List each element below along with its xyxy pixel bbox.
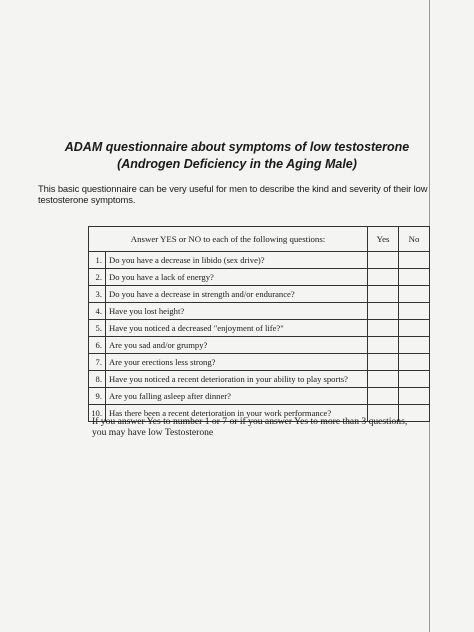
document-subtitle: (Androgen Deficiency in the Aging Male) bbox=[117, 157, 357, 171]
question-text: Do you have a lack of energy? bbox=[106, 269, 368, 286]
table-row bbox=[89, 286, 430, 303]
question-number: 3. bbox=[89, 286, 106, 303]
question-text: Are you sad and/or grumpy? bbox=[106, 337, 368, 354]
no-answer-cell[interactable] bbox=[399, 252, 430, 269]
table-row bbox=[89, 371, 430, 388]
header-yes: Yes bbox=[368, 227, 399, 252]
question-number: 5. bbox=[89, 320, 106, 337]
yes-answer-cell[interactable] bbox=[368, 354, 399, 371]
yes-answer-cell[interactable] bbox=[368, 337, 399, 354]
no-answer-cell[interactable] bbox=[399, 303, 430, 320]
question-number: 6. bbox=[89, 337, 106, 354]
question-number: 7. bbox=[89, 354, 106, 371]
question-text: Has there been a recent deterioration in your work performance? bbox=[106, 405, 368, 422]
no-answer-cell[interactable] bbox=[399, 320, 430, 337]
footer-line-2: you may have low Testosterone bbox=[92, 427, 214, 438]
yes-answer-cell[interactable] bbox=[368, 286, 399, 303]
intro-paragraph: This basic questionnaire can be very useful for men to describe the kind and severity of their low testosterone symptoms. bbox=[38, 183, 428, 205]
document-title: ADAM questionnaire about symptoms of low testosterone bbox=[64, 140, 410, 154]
table-row bbox=[89, 303, 430, 320]
question-text: Have you noticed a recent deterioration in your ability to play sports? bbox=[106, 371, 368, 388]
question-text: Do you have a decrease in strength and/or endurance? bbox=[106, 286, 368, 303]
table-row bbox=[89, 337, 430, 354]
yes-answer-cell[interactable] bbox=[368, 269, 399, 286]
question-number: 2. bbox=[89, 269, 106, 286]
question-text: Have you lost height? bbox=[106, 303, 368, 320]
question-text: Have you noticed a decreased "enjoyment of life?" bbox=[106, 320, 368, 337]
question-text: Do you have a decrease in libido (sex drive)? bbox=[106, 252, 368, 269]
table-row bbox=[89, 269, 430, 286]
yes-answer-cell[interactable] bbox=[368, 320, 399, 337]
yes-answer-cell[interactable] bbox=[368, 371, 399, 388]
yes-answer-cell[interactable] bbox=[368, 388, 399, 405]
question-number: 8. bbox=[89, 371, 106, 388]
question-number: 10. bbox=[89, 405, 106, 422]
no-answer-cell[interactable] bbox=[399, 286, 430, 303]
no-answer-cell[interactable] bbox=[399, 337, 430, 354]
yes-answer-cell[interactable] bbox=[368, 303, 399, 320]
question-number: 4. bbox=[89, 303, 106, 320]
no-answer-cell[interactable] bbox=[399, 269, 430, 286]
header-question: Answer YES or NO to each of the following questions: bbox=[89, 227, 368, 252]
table-row bbox=[89, 388, 430, 405]
no-answer-cell[interactable] bbox=[399, 388, 430, 405]
footer-line-1: If you answer Yes to number 1 or 7 or if you answer Yes to more than 3 questions, bbox=[92, 416, 408, 427]
table-header-row bbox=[89, 227, 430, 252]
yes-answer-cell[interactable] bbox=[368, 252, 399, 269]
question-number: 9. bbox=[89, 388, 106, 405]
no-answer-cell[interactable] bbox=[399, 371, 430, 388]
table-row bbox=[89, 252, 430, 269]
no-answer-cell[interactable] bbox=[399, 354, 430, 371]
header-no: No bbox=[399, 227, 430, 252]
question-text: Are your erections less strong? bbox=[106, 354, 368, 371]
question-number: 1. bbox=[89, 252, 106, 269]
footer-note bbox=[92, 416, 422, 438]
questionnaire-table bbox=[88, 226, 430, 422]
table-row bbox=[89, 320, 430, 337]
table-row bbox=[89, 354, 430, 371]
question-text: Are you falling asleep after dinner? bbox=[106, 388, 368, 405]
